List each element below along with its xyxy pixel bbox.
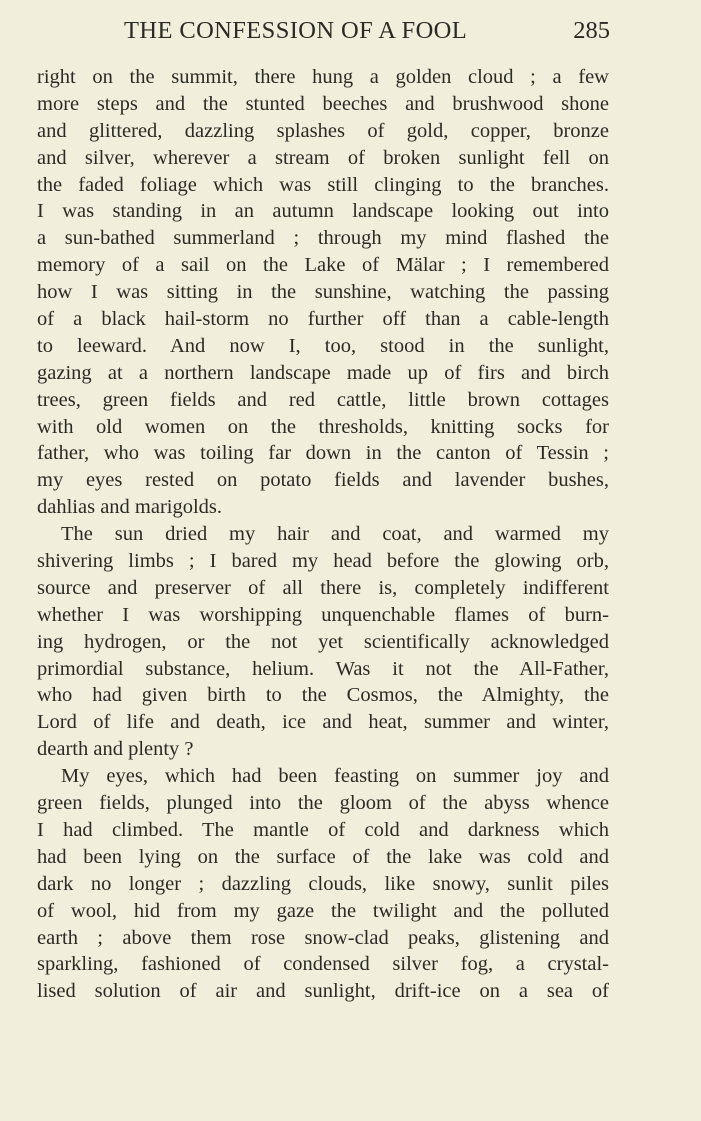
text-line: with old women on the thresholds, knitting socks for	[37, 415, 609, 438]
text-line: my eyes rested on potato fields and lavender bushes,	[37, 469, 609, 492]
running-header	[124, 16, 610, 46]
running-title: THE CONFESSION OF A FOOL	[124, 17, 468, 44]
text-line: more steps and the stunted beeches and brushwood shone	[37, 92, 609, 115]
text-line: ing hydrogen, or the not yet scientifically acknowledged	[37, 630, 609, 653]
text-line: dahlias and marigolds.	[37, 496, 223, 519]
text-line: of a black hail-storm no further off than a cable-length	[37, 308, 609, 331]
text-line: to leeward. And now I, too, stood in the sunlight,	[37, 334, 609, 357]
text-line: father, who was toiling far down in the canton of Tessin ;	[37, 442, 609, 465]
text-line: trees, green fields and red cattle, little brown cottages	[37, 388, 609, 411]
text-line: right on the summit, there hung a golden cloud ; a few	[37, 66, 609, 88]
text-line: The sun dried my hair and coat, and warmed my	[61, 523, 609, 546]
text-line: a sun-bathed summerland ; through my mind flashed the	[37, 227, 609, 250]
text-line: I had climbed. The mantle of cold and darkness which	[37, 818, 609, 841]
text-line: My eyes, which had been feasting on summer joy and	[61, 765, 609, 788]
text-line: and glittered, dazzling splashes of gold, copper, bronze	[37, 119, 609, 142]
text-line: how I was sitting in the sunshine, watching the passing	[37, 281, 609, 304]
text-line: lised solution of air and sunlight, drift-ice on a sea of	[37, 980, 609, 1003]
text-line: and silver, wherever a stream of broken sunlight fell on	[37, 146, 609, 169]
text-line: shivering limbs ; I bared my head before the glowing orb,	[37, 550, 609, 573]
text-line: of wool, hid from my gaze the twilight and the polluted	[37, 899, 609, 922]
text-line: memory of a sail on the Lake of Mälar ; I remembered	[37, 254, 609, 277]
text-line: gazing at a northern landscape made up of firs and birch	[37, 361, 609, 384]
text-line: green fields, plunged into the gloom of the abyss whence	[37, 792, 609, 815]
text-line: I was standing in an autumn landscape looking out into	[37, 200, 609, 223]
text-line: whether I was worshipping unquenchable flames of burn-	[37, 603, 609, 626]
text-line: Lord of life and death, ice and heat, summer and winter,	[37, 711, 609, 734]
text-line: had been lying on the surface of the lake was cold and	[37, 845, 609, 868]
text-line: source and preserver of all there is, completely indifferent	[37, 576, 609, 599]
body-text	[37, 64, 609, 1005]
text-line: primordial substance, helium. Was it not the All-Father,	[37, 657, 609, 680]
text-line: who had given birth to the Cosmos, the Almighty, the	[37, 684, 609, 707]
text-line: earth ; above them rose snow-clad peaks, glistening and	[37, 926, 609, 949]
page-number: 285	[573, 17, 610, 44]
text-line: dearth and plenty ?	[37, 738, 194, 761]
text-line: sparkling, fashioned of condensed silver fog, a crystal-	[37, 953, 609, 976]
text-line: dark no longer ; dazzling clouds, like snowy, sunlit piles	[37, 872, 609, 895]
text-line: the faded foliage which was still clinging to the branches.	[37, 173, 609, 196]
